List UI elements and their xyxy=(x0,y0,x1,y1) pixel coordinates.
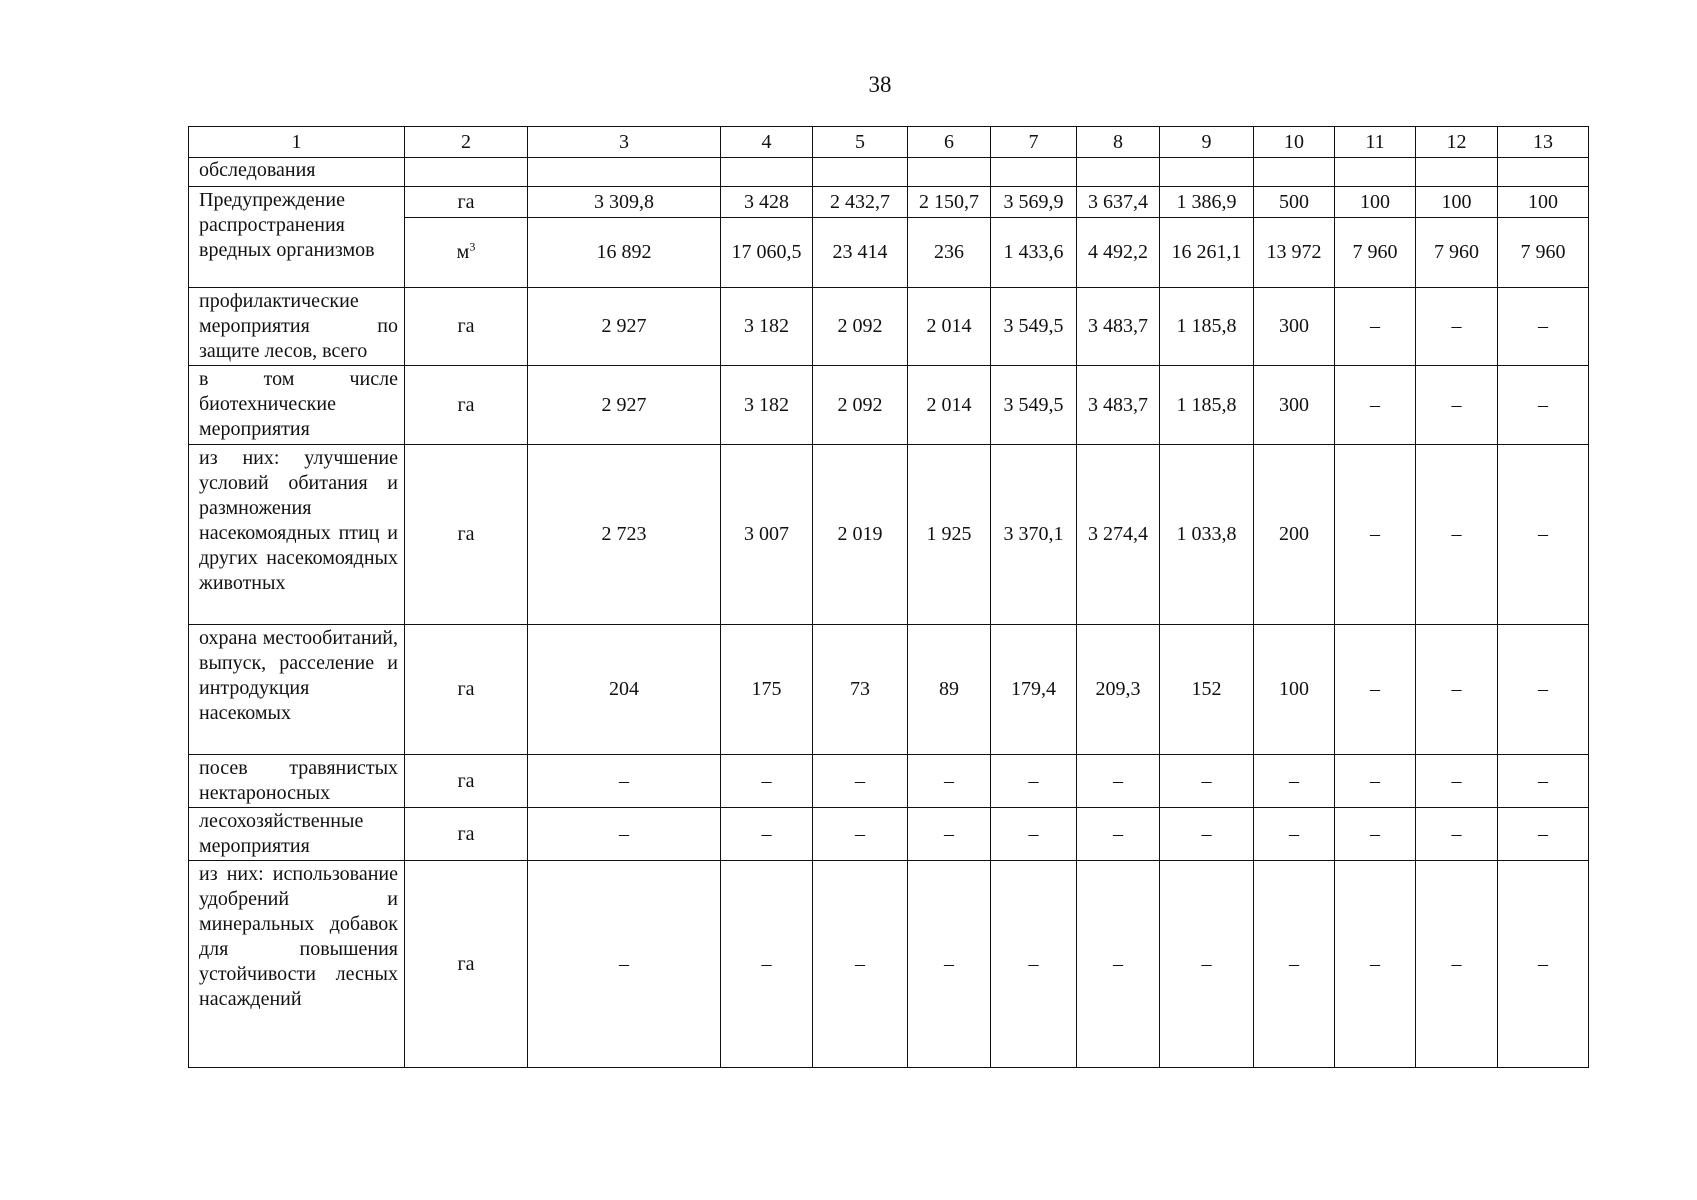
table-cell: – xyxy=(1335,288,1416,366)
table-cell xyxy=(1416,158,1498,187)
table-cell: 2 150,7 xyxy=(908,187,991,218)
table-cell: 4 492,2 xyxy=(1077,218,1160,288)
table-cell: – xyxy=(1416,288,1498,366)
table-cell: – xyxy=(1416,755,1498,808)
table-cell: 3 182 xyxy=(721,288,813,366)
table-cell: – xyxy=(1335,808,1416,861)
table-cell: – xyxy=(908,808,991,861)
table-cell: 2 432,7 xyxy=(813,187,908,218)
table-cell: – xyxy=(1498,625,1589,755)
row-label: обследования xyxy=(189,158,405,187)
table-cell: – xyxy=(991,808,1077,861)
table-cell: – xyxy=(1416,808,1498,861)
table-cell xyxy=(721,158,813,187)
table-cell: 500 xyxy=(1254,187,1335,218)
table-cell: 1 925 xyxy=(908,445,991,625)
data-table xyxy=(188,126,1589,1068)
header-cell: 12 xyxy=(1416,127,1498,158)
table-cell: 3 637,4 xyxy=(1077,187,1160,218)
table-cell: 2 927 xyxy=(528,366,721,445)
table-cell: 7 960 xyxy=(1335,218,1416,288)
table-cell: 1 185,8 xyxy=(1160,288,1254,366)
table-cell: – xyxy=(1498,808,1589,861)
header-cell: 11 xyxy=(1335,127,1416,158)
table-cell: 2 014 xyxy=(908,366,991,445)
table-cell: – xyxy=(528,808,721,861)
header-cell: 8 xyxy=(1077,127,1160,158)
table-cell: – xyxy=(1416,625,1498,755)
table-cell: 3 549,5 xyxy=(991,288,1077,366)
row-label: лесохозяйственные мероприятия xyxy=(189,808,405,861)
table-cell: 17 060,5 xyxy=(721,218,813,288)
table-cell: 1 433,6 xyxy=(991,218,1077,288)
table-cell: 1 386,9 xyxy=(1160,187,1254,218)
table-cell: 3 428 xyxy=(721,187,813,218)
table-cell: – xyxy=(1160,808,1254,861)
table-cell: 16 261,1 xyxy=(1160,218,1254,288)
table-cell: 3 309,8 xyxy=(528,187,721,218)
table-cell: – xyxy=(721,861,813,1068)
table-cell: 3 370,1 xyxy=(991,445,1077,625)
table-row xyxy=(189,366,1589,445)
table-cell: – xyxy=(908,755,991,808)
table-cell: – xyxy=(1335,625,1416,755)
table-cell: – xyxy=(1416,366,1498,445)
table-cell: – xyxy=(991,755,1077,808)
table-cell: – xyxy=(1335,366,1416,445)
table-cell: 100 xyxy=(1254,625,1335,755)
table-cell: – xyxy=(1416,861,1498,1068)
table-cell xyxy=(528,158,721,187)
unit-cell: га xyxy=(405,366,528,445)
table-cell xyxy=(1498,158,1589,187)
table-cell: 209,3 xyxy=(1077,625,1160,755)
table-row xyxy=(189,808,1589,861)
table-row xyxy=(189,187,1589,218)
table-cell: – xyxy=(813,861,908,1068)
row-label: в том числе биотехнические мероприятия xyxy=(189,366,405,445)
row-label: Предупреждение распространения вредных организмов xyxy=(189,187,405,288)
unit-cell: га xyxy=(405,187,528,218)
table-cell: 152 xyxy=(1160,625,1254,755)
table-cell: – xyxy=(1077,861,1160,1068)
table-cell: – xyxy=(1160,755,1254,808)
unit-cell xyxy=(405,218,528,288)
table-cell: – xyxy=(1077,808,1160,861)
table-cell: 3 182 xyxy=(721,366,813,445)
table-cell: 7 960 xyxy=(1498,218,1589,288)
table-cell: 236 xyxy=(908,218,991,288)
table-cell xyxy=(1077,158,1160,187)
header-cell: 1 xyxy=(189,127,405,158)
table-cell: 23 414 xyxy=(813,218,908,288)
table-row xyxy=(189,158,1589,187)
table-cell: – xyxy=(1254,755,1335,808)
table-cell: – xyxy=(813,755,908,808)
table-cell xyxy=(813,158,908,187)
table-cell: 2 019 xyxy=(813,445,908,625)
unit-cell: га xyxy=(405,445,528,625)
table-cell: 3 274,4 xyxy=(1077,445,1160,625)
table-cell xyxy=(991,158,1077,187)
unit-cell: га xyxy=(405,861,528,1068)
table-cell: – xyxy=(1254,861,1335,1068)
table-row xyxy=(189,755,1589,808)
unit-text: м xyxy=(456,241,470,263)
table-cell: – xyxy=(721,755,813,808)
header-cell: 6 xyxy=(908,127,991,158)
header-cell: 7 xyxy=(991,127,1077,158)
table-cell: – xyxy=(1498,445,1589,625)
table-cell: 13 972 xyxy=(1254,218,1335,288)
table-cell: 200 xyxy=(1254,445,1335,625)
table-row xyxy=(189,445,1589,625)
table-cell: 16 892 xyxy=(528,218,721,288)
unit-cell: га xyxy=(405,808,528,861)
header-cell: 13 xyxy=(1498,127,1589,158)
table-cell: 2 927 xyxy=(528,288,721,366)
header-cell: 10 xyxy=(1254,127,1335,158)
table-cell: – xyxy=(1335,861,1416,1068)
table-cell: 300 xyxy=(1254,288,1335,366)
header-row xyxy=(189,127,1589,158)
table-cell: 1 033,8 xyxy=(1160,445,1254,625)
table-cell: 204 xyxy=(528,625,721,755)
table-cell: 2 092 xyxy=(813,288,908,366)
table-cell: – xyxy=(991,861,1077,1068)
unit-cell: га xyxy=(405,755,528,808)
table-cell: – xyxy=(528,861,721,1068)
row-label: охрана местообитаний, выпуск, расселение и интродукция насекомых xyxy=(189,625,405,755)
header-cell: 5 xyxy=(813,127,908,158)
table-cell: – xyxy=(1335,755,1416,808)
table-cell: 1 185,8 xyxy=(1160,366,1254,445)
table-cell: – xyxy=(1498,288,1589,366)
unit-cell: га xyxy=(405,625,528,755)
row-label: из них: использование удобрений и минеральных добавок для повышения устойчивости лесных насаждений xyxy=(189,861,405,1068)
table-row xyxy=(189,861,1589,1068)
table-cell: 179,4 xyxy=(991,625,1077,755)
table-cell xyxy=(908,158,991,187)
table-cell: – xyxy=(528,755,721,808)
unit-superscript: 3 xyxy=(469,239,476,254)
row-label: из них: улучшение условий обитания и размножения насекомоядных птиц и других насекомоядных животных xyxy=(189,445,405,625)
table-cell: – xyxy=(721,808,813,861)
table-cell: – xyxy=(908,861,991,1068)
table-cell: 3 549,5 xyxy=(991,366,1077,445)
table-cell xyxy=(1254,158,1335,187)
table-cell: 2 014 xyxy=(908,288,991,366)
table-cell: 3 483,7 xyxy=(1077,288,1160,366)
table-cell: – xyxy=(1498,861,1589,1068)
table-cell: 2 092 xyxy=(813,366,908,445)
table-row xyxy=(189,625,1589,755)
table-cell: 73 xyxy=(813,625,908,755)
table-cell: – xyxy=(1498,755,1589,808)
unit-cell: га xyxy=(405,288,528,366)
table-cell: 300 xyxy=(1254,366,1335,445)
header-cell: 3 xyxy=(528,127,721,158)
table-cell: 89 xyxy=(908,625,991,755)
table-cell: 100 xyxy=(1335,187,1416,218)
table-cell: – xyxy=(1254,808,1335,861)
table-cell: – xyxy=(1498,366,1589,445)
table-cell: – xyxy=(1160,861,1254,1068)
table-cell: 100 xyxy=(1416,187,1498,218)
header-cell: 4 xyxy=(721,127,813,158)
table-cell: – xyxy=(1077,755,1160,808)
table-cell: – xyxy=(1416,445,1498,625)
table-cell xyxy=(1160,158,1254,187)
table-cell xyxy=(405,158,528,187)
table-cell: – xyxy=(1335,445,1416,625)
table-cell xyxy=(1335,158,1416,187)
table-cell: 100 xyxy=(1498,187,1589,218)
table-cell: 3 007 xyxy=(721,445,813,625)
row-label: посев травянистых нектароносных xyxy=(189,755,405,808)
table-row xyxy=(189,288,1589,366)
table-cell: 3 483,7 xyxy=(1077,366,1160,445)
table-cell: 175 xyxy=(721,625,813,755)
table-cell: – xyxy=(813,808,908,861)
header-cell: 9 xyxy=(1160,127,1254,158)
row-label: профилактические мероприятия по защите лесов, всего xyxy=(189,288,405,366)
table-cell: 2 723 xyxy=(528,445,721,625)
table-cell: 3 569,9 xyxy=(991,187,1077,218)
header-cell: 2 xyxy=(405,127,528,158)
table-cell: 7 960 xyxy=(1416,218,1498,288)
page-number: 38 xyxy=(868,72,892,97)
